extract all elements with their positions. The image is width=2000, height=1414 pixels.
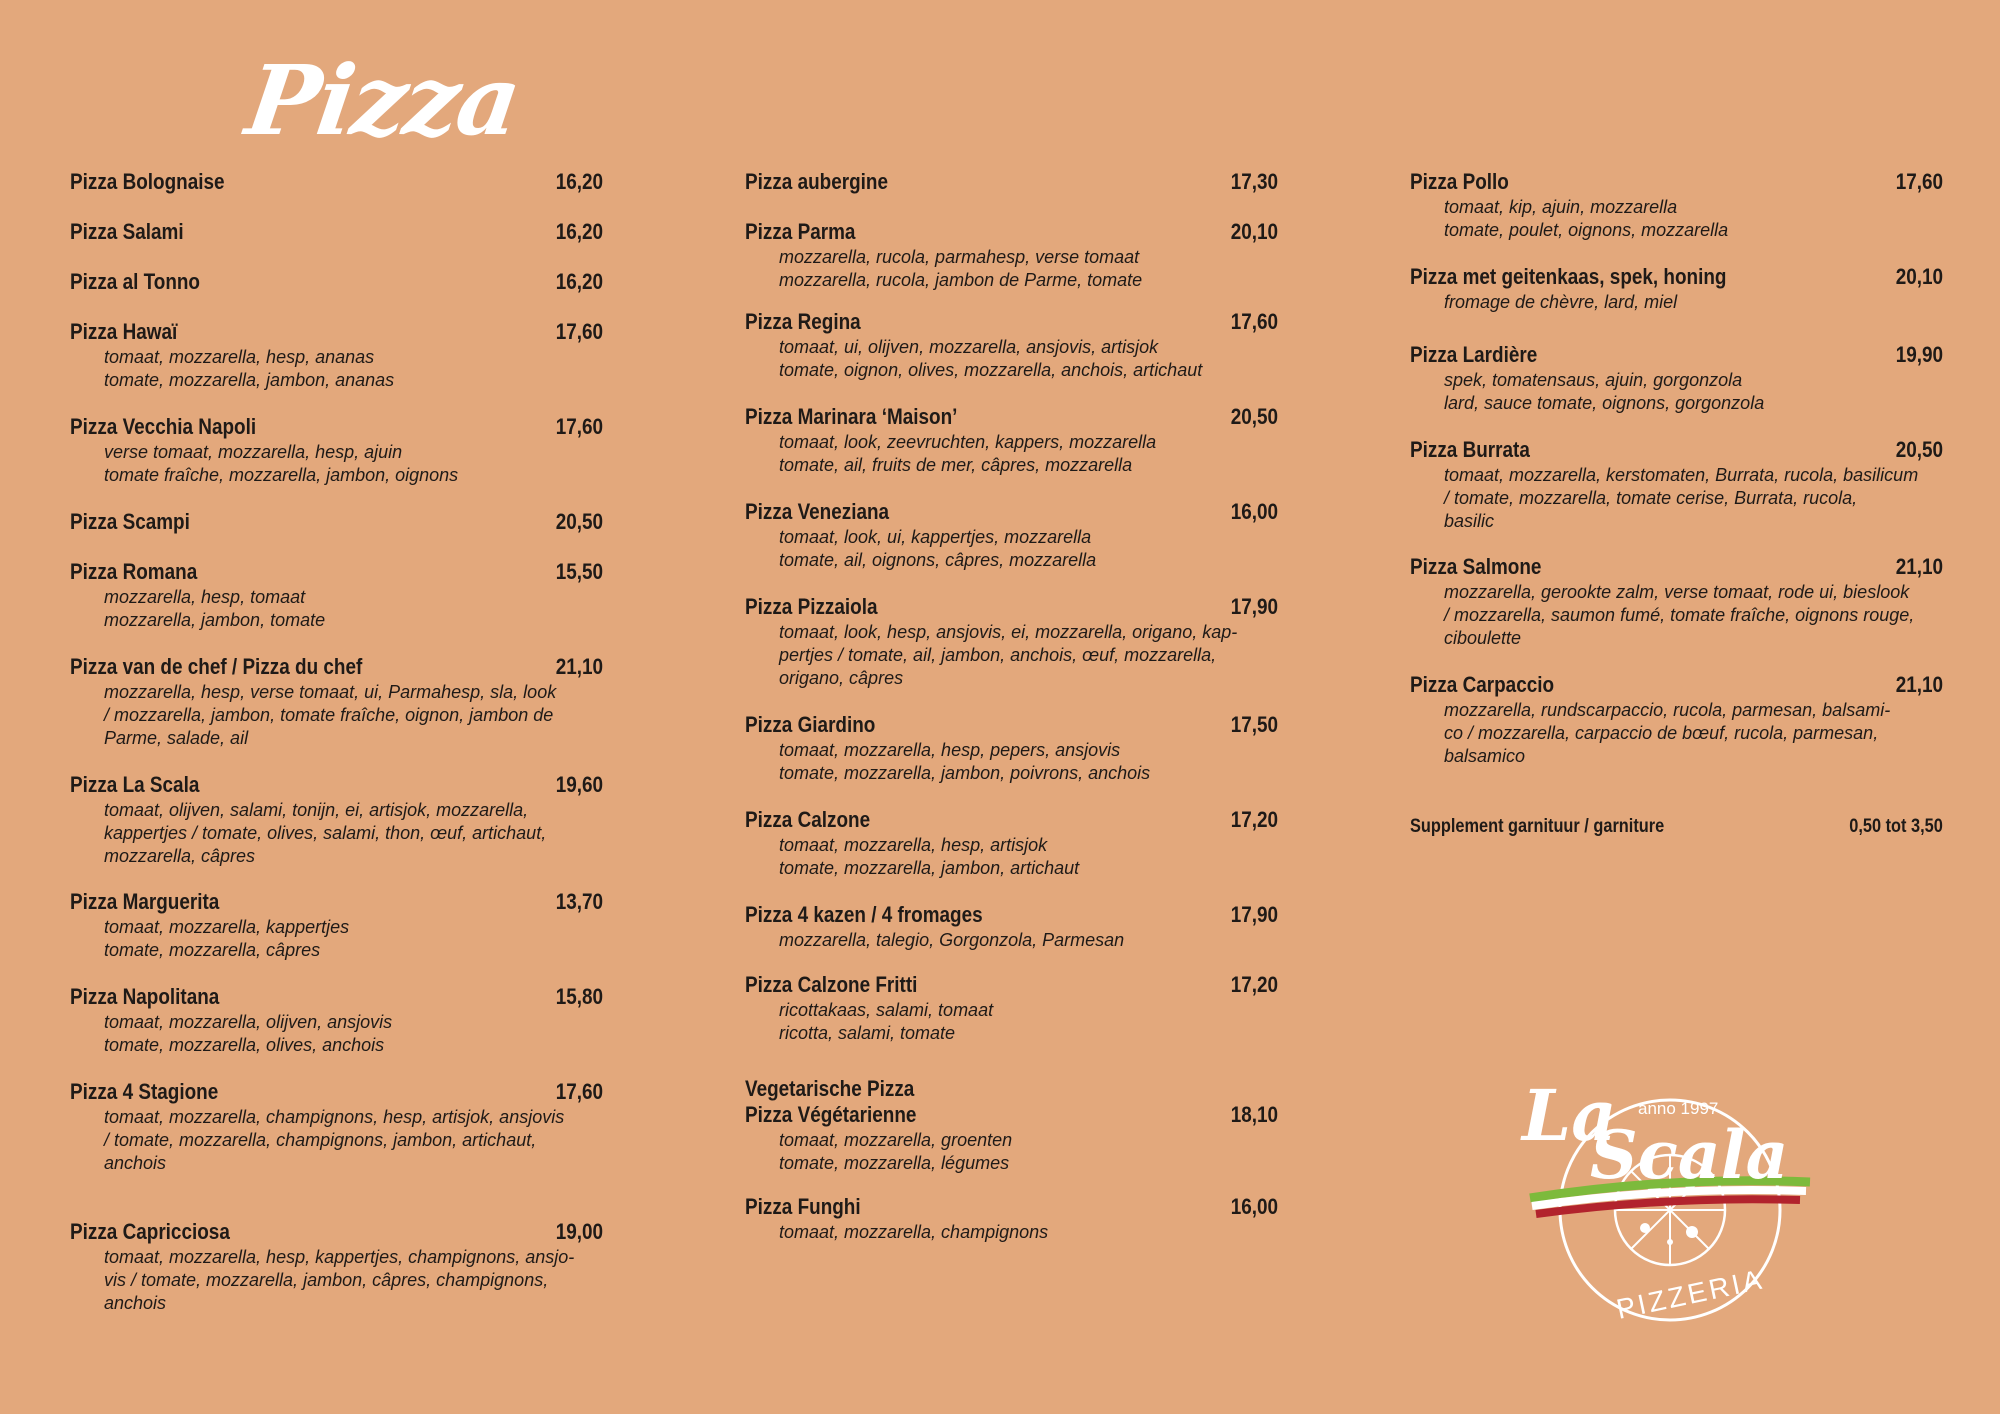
logo-brand-a: La [1522, 1074, 1617, 1157]
item-description-line: / tomate, mozzarella, tomate cerise, Burrata, rucola, [1444, 488, 1858, 508]
menu-title: Pizza [240, 44, 526, 157]
item-description-line: tomaat, mozzarella, champignons, hesp, artisjok, ansjovis [104, 1107, 565, 1127]
item-description-line: tomate, mozzarella, légumes [779, 1153, 1010, 1173]
item-name: Pizza Végétarienne [745, 1102, 917, 1127]
item-description-line: tomate, poulet, oignons, mozzarella [1444, 220, 1729, 240]
item-description-line: tomaat, mozzarella, kappertjes [104, 917, 350, 937]
item-description-line: spek, tomatensaus, ajuin, gorgonzola [1444, 370, 1743, 390]
item-description-line: mozzarella, hesp, verse tomaat, ui, Parmahesp, sla, look [104, 682, 557, 702]
pizza-logo-icon [1520, 1060, 1820, 1330]
item-name: Pizza aubergine [745, 169, 889, 194]
item-name: Pizza Hawaï [70, 319, 178, 344]
item-description-line: anchois [104, 1153, 167, 1173]
item-description-line: ricotta, salami, tomate [779, 1023, 956, 1043]
item-description-line: verse tomaat, mozzarella, hesp, ajuin [104, 442, 403, 462]
item-description-line: co / mozzarella, carpaccio de bœuf, rucola, parmesan, [1444, 723, 1879, 743]
menu-item-pizza-scampi [70, 510, 603, 534]
item-description-line: mozzarella, câpres [104, 846, 256, 866]
item-description-line: / mozzarella, jambon, tomate fraîche, oignon, jambon de [104, 705, 554, 725]
item-price: 20,50 [1895, 437, 1943, 462]
item-name: Pizza La Scala [70, 772, 200, 797]
menu-item-pizza-funghi [745, 1195, 1278, 1244]
menu-item-pizza-salami [70, 220, 603, 244]
item-description-line: tomate, mozzarella, câpres [104, 940, 321, 960]
item-price: 19,90 [1895, 342, 1943, 367]
item-name: Pizza 4 kazen / 4 fromages [745, 902, 983, 927]
menu-item-pizza-napolitana [70, 985, 603, 1057]
menu-item-pizza-vecchia-napoli [70, 415, 603, 487]
menu-item-pizza-regina [745, 310, 1278, 382]
item-name: Pizza Napolitana [70, 984, 220, 1009]
menu-item-pizza-salmone [1410, 555, 1943, 650]
menu-item-pizza-hawai [70, 320, 603, 392]
item-name: Pizza Pizzaiola [745, 594, 878, 619]
item-price: 15,50 [555, 559, 603, 584]
item-name: Pizza al Tonno [70, 269, 200, 294]
item-price: 0,50 tot 3,50 [1849, 816, 1943, 837]
item-price: 17,60 [1895, 169, 1943, 194]
item-description-line: anchois [104, 1293, 167, 1313]
item-price: 21,10 [1895, 554, 1943, 579]
item-description-line: ciboulette [1444, 628, 1522, 648]
menu-item-pizza-la-scala [70, 773, 603, 868]
item-description-line: tomate, mozzarella, jambon, artichaut [779, 858, 1080, 878]
item-description-line: tomate fraîche, mozzarella, jambon, oignons [104, 465, 459, 485]
menu-item-pizza-romana [70, 560, 603, 632]
item-description-line: ricottakaas, salami, tomaat [779, 1000, 994, 1020]
item-name: Pizza Salami [70, 219, 184, 244]
item-description-line: tomate, mozzarella, jambon, ananas [104, 370, 395, 390]
item-name: Pizza Calzone Fritti [745, 972, 918, 997]
item-description-line: mozzarella, talegio, Gorgonzola, Parmesan [779, 930, 1125, 950]
menu-item-pizza-giardino [745, 713, 1278, 785]
item-name: Pizza Marguerita [70, 889, 220, 914]
item-name: Pizza Pollo [1410, 169, 1509, 194]
item-price: 17,60 [555, 414, 603, 439]
item-name: Pizza van de chef / Pizza du chef [70, 654, 363, 679]
item-description-line: tomaat, kip, ajuin, mozzarella [1444, 197, 1678, 217]
item-name: Pizza Calzone [745, 807, 871, 832]
item-price: 16,20 [555, 219, 603, 244]
item-description-line: tomate, mozzarella, jambon, poivrons, anchois [779, 763, 1151, 783]
item-price: 21,10 [555, 654, 603, 679]
item-description-line: tomaat, look, hesp, ansjovis, ei, mozzarella, origano, kap- [779, 622, 1238, 642]
item-description-line: mozzarella, gerookte zalm, verse tomaat, rode ui, bieslook [1444, 582, 1910, 602]
item-description-line: tomaat, mozzarella, olijven, ansjovis [104, 1012, 393, 1032]
menu-item-pizza-carpaccio [1410, 673, 1943, 768]
logo-brand-b: Scala [1590, 1116, 1789, 1194]
menu-item-pizza-burrata [1410, 438, 1943, 533]
item-description-line: tomaat, mozzarella, hesp, kappertjes, champignons, ansjo- [104, 1247, 575, 1267]
item-name: Pizza met geitenkaas, spek, honing [1410, 264, 1727, 289]
item-description-line: origano, câpres [779, 668, 904, 688]
item-price: 15,80 [555, 984, 603, 1009]
item-name: Pizza Lardière [1410, 342, 1538, 367]
item-price: 20,10 [1230, 219, 1278, 244]
item-price: 17,90 [1230, 902, 1278, 927]
menu-item-pizza-4-stagione [70, 1080, 603, 1175]
item-description-line: tomaat, olijven, salami, tonijn, ei, artisjok, mozzarella, [104, 800, 529, 820]
item-description-line: mozzarella, rucola, jambon de Parme, tomate [779, 270, 1143, 290]
menu-item-pizza-marguerita [70, 890, 603, 962]
item-description-line: mozzarella, rundscarpaccio, rucola, parmesan, balsami- [1444, 700, 1891, 720]
item-description-line: tomaat, mozzarella, champignons [779, 1222, 1049, 1242]
item-price: 17,50 [1230, 712, 1278, 737]
item-name: Supplement garnituur / garniture [1410, 816, 1665, 837]
item-price: 16,00 [1230, 499, 1278, 524]
item-description-line: tomaat, look, ui, kappertjes, mozzarella [779, 527, 1092, 547]
item-description-line: tomaat, mozzarella, kerstomaten, Burrata, rucola, basilicum [1444, 465, 1919, 485]
item-description-line: tomaat, mozzarella, groenten [779, 1130, 1013, 1150]
item-price: 16,20 [555, 269, 603, 294]
menu-item-pizza-calzone [745, 808, 1278, 880]
item-price: 17,30 [1230, 169, 1278, 194]
item-description-line: tomaat, mozzarella, hesp, artisjok [779, 835, 1048, 855]
item-description-line: tomaat, mozzarella, hesp, ananas [104, 347, 375, 367]
menu-item-pizza-veneziana [745, 500, 1278, 572]
menu-item-pizza-vegetarienne [745, 1075, 1278, 1175]
item-description-line: balsamico [1444, 746, 1526, 766]
menu-item-pizza-parma [745, 220, 1278, 292]
item-name: Pizza Bolognaise [70, 169, 225, 194]
item-name: Pizza Romana [70, 559, 198, 584]
item-description-line: kappertjes / tomate, olives, salami, thon, œuf, artichaut, [104, 823, 547, 843]
item-description-line: tomate, mozzarella, olives, anchois [104, 1035, 385, 1055]
menu-item-pizza-marinara-maison [745, 405, 1278, 477]
la-scala-logo [1520, 1060, 1820, 1330]
menu-item-pizza-bolognaise [70, 170, 603, 194]
item-price: 17,60 [555, 319, 603, 344]
item-name: Pizza Carpaccio [1410, 672, 1555, 697]
menu-item-pizza-pollo [1410, 170, 1943, 242]
item-price: 16,20 [555, 169, 603, 194]
item-description-line: mozzarella, jambon, tomate [104, 610, 326, 630]
item-price: 17,90 [1230, 594, 1278, 619]
logo-subtitle: PIZZERIA [1613, 1263, 1767, 1325]
item-price: 19,60 [555, 772, 603, 797]
item-price: 13,70 [555, 889, 603, 914]
item-description-line: lard, sauce tomate, oignons, gorgonzola [1444, 393, 1765, 413]
item-name: Pizza Burrata [1410, 437, 1530, 462]
item-description-line: mozzarella, rucola, parmahesp, verse tomaat [779, 247, 1140, 267]
menu-item-pizza-pizzaiola [745, 595, 1278, 690]
item-price: 16,00 [1230, 1194, 1278, 1219]
item-name: Pizza Funghi [745, 1194, 861, 1219]
item-name: Pizza Regina [745, 309, 861, 334]
item-price: 17,60 [1230, 309, 1278, 334]
menu-item-pizza-calzone-fritti [745, 973, 1278, 1045]
item-name: Pizza 4 Stagione [70, 1079, 219, 1104]
item-description-line: tomate, ail, fruits de mer, câpres, mozzarella [779, 455, 1133, 475]
item-price: 18,10 [1230, 1102, 1278, 1127]
item-description-line: mozzarella, hesp, tomaat [104, 587, 306, 607]
logo-anno: anno 1997 [1638, 1099, 1719, 1118]
menu-item-pizza-aubergine [745, 170, 1278, 194]
item-description-line: tomate, oignon, olives, mozzarella, anchois, artichaut [779, 360, 1203, 380]
item-description-line: / tomate, mozzarella, champignons, jambon, artichaut, [104, 1130, 537, 1150]
item-description-line: pertjes / tomate, ail, jambon, anchois, œuf, mozzarella, [779, 645, 1217, 665]
menu-item-pizza-van-de-chef-pizza-du-chef [70, 655, 603, 750]
menu-item-pizza-met-geitenkaas-spek-honing [1410, 265, 1943, 314]
item-price: 17,20 [1230, 972, 1278, 997]
item-description-line: Parme, salade, ail [104, 728, 249, 748]
item-description-line: tomaat, ui, olijven, mozzarella, ansjovis, artisjok [779, 337, 1159, 357]
item-price: 20,50 [555, 509, 603, 534]
item-description-line: vis / tomate, mozzarella, jambon, câpres, champignons, [104, 1270, 549, 1290]
item-name: Pizza Veneziana [745, 499, 890, 524]
item-price: 17,20 [1230, 807, 1278, 832]
item-name: Pizza Capricciosa [70, 1219, 230, 1244]
item-name: Pizza Salmone [1410, 554, 1542, 579]
item-description-line: / mozzarella, saumon fumé, tomate fraîche, oignons rouge, [1444, 605, 1915, 625]
item-price: 20,10 [1895, 264, 1943, 289]
item-price: 20,50 [1230, 404, 1278, 429]
menu-item-supplement-garnituur-garniture [1410, 815, 1943, 839]
item-name: Pizza Scampi [70, 509, 190, 534]
item-name: Pizza Giardino [745, 712, 876, 737]
menu-item-pizza-lardiere [1410, 343, 1943, 415]
item-description-line: tomaat, mozzarella, hesp, pepers, ansjovis [779, 740, 1121, 760]
item-description-line: fromage de chèvre, lard, miel [1444, 292, 1678, 312]
item-description-line: tomaat, look, zeevruchten, kappers, mozzarella [779, 432, 1157, 452]
menu-item-pizza-4-kazen-4-fromages [745, 903, 1278, 952]
menu-section-heading: Vegetarische Pizza [745, 1076, 915, 1101]
item-description-line: basilic [1444, 511, 1495, 531]
item-name: Pizza Vecchia Napoli [70, 414, 257, 439]
item-name: Pizza Marinara ‘Maison’ [745, 404, 958, 429]
menu-item-pizza-al-tonno [70, 270, 603, 294]
item-price: 21,10 [1895, 672, 1943, 697]
menu-item-pizza-capricciosa [70, 1220, 603, 1315]
item-name: Pizza Parma [745, 219, 856, 244]
item-price: 17,60 [555, 1079, 603, 1104]
item-price: 19,00 [555, 1219, 603, 1244]
item-description-line: tomate, ail, oignons, câpres, mozzarella [779, 550, 1097, 570]
